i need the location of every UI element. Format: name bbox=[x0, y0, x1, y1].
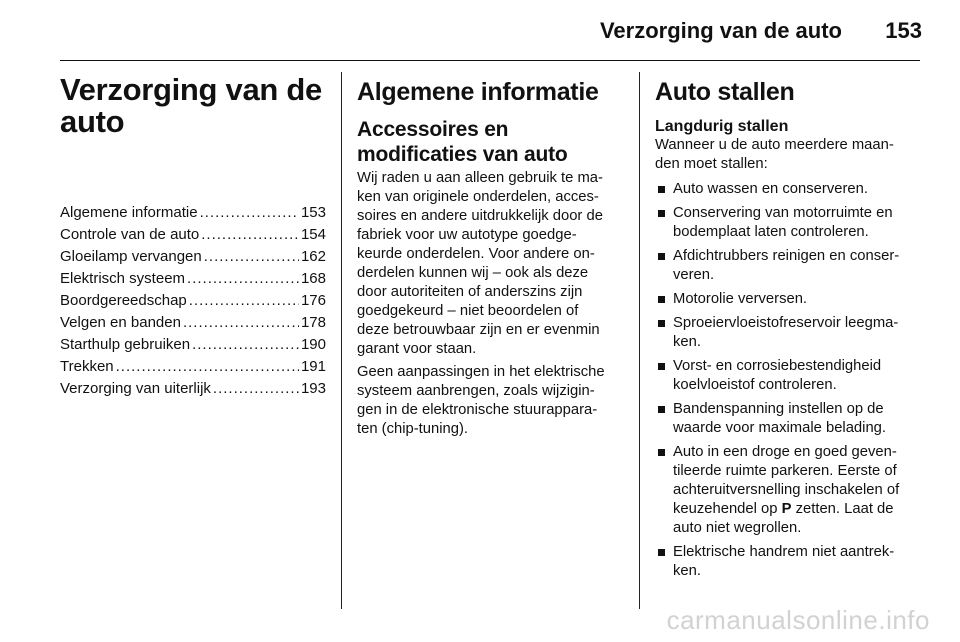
paragraph: Wij raden u aan alleen gebruik te ma- ken van originele onderdelen, acces- soires en andere uitdrukkelijk door de fabriek voor uw autotype goedge- keurde onderdelen. Voor andere on- derdelen kunnen wij – ook als deze door autoriteiten of anderszins zijn goedgekeurd – niet beoordelen of deze betrouwbaar zijn en er evenmin garant voor staan. bbox=[357, 170, 603, 357]
subsection-heading-long-term-storage: Langdurig stallen bbox=[655, 118, 789, 135]
toc-entry-page: 193 bbox=[300, 380, 326, 397]
toc-entry[interactable] bbox=[60, 378, 326, 400]
header-divider bbox=[60, 60, 920, 61]
square-bullet-icon bbox=[658, 253, 665, 260]
square-bullet-icon bbox=[658, 296, 665, 303]
checklist-item-text: Vorst- en corrosiebestendigheid koelvloeistof controleren. bbox=[673, 358, 882, 393]
toc-entry[interactable] bbox=[60, 356, 326, 378]
section-heading-general-info: Algemene informatie bbox=[357, 78, 599, 106]
intro-paragraph: Wanneer u de auto meerdere maan- den moet stallen: bbox=[655, 137, 894, 172]
toc-entry-page: 153 bbox=[300, 204, 326, 221]
table-of-contents bbox=[60, 202, 326, 400]
toc-entry[interactable] bbox=[60, 312, 326, 334]
toc-dot-leader bbox=[200, 202, 299, 224]
square-bullet-icon bbox=[658, 210, 665, 217]
toc-entry-page: 178 bbox=[300, 314, 326, 331]
toc-entry-label: Controle van de auto bbox=[60, 226, 200, 243]
toc-entry-label: Gloeilamp vervangen bbox=[60, 248, 202, 265]
toc-entry-label: Trekken bbox=[60, 358, 114, 375]
toc-dot-leader bbox=[201, 224, 299, 246]
checklist-item bbox=[655, 357, 921, 395]
toc-entry[interactable] bbox=[60, 246, 326, 268]
toc-entry[interactable] bbox=[60, 202, 326, 224]
square-bullet-icon bbox=[658, 406, 665, 413]
toc-dot-leader bbox=[213, 378, 299, 400]
toc-entry[interactable] bbox=[60, 290, 326, 312]
checklist-item-text-continued: zetten. Laat de auto niet wegrollen. bbox=[673, 501, 894, 536]
square-bullet-icon bbox=[658, 320, 665, 327]
gear-selector-position: P bbox=[781, 501, 792, 517]
toc-entry-page: 176 bbox=[300, 292, 326, 309]
toc-dot-leader bbox=[204, 246, 299, 268]
column-divider bbox=[639, 72, 640, 609]
toc-entry-page: 191 bbox=[300, 358, 326, 375]
checklist-item-text: Elektrische handrem niet aantrek- ken. bbox=[673, 544, 895, 579]
checklist-item-text: Bandenspanning instellen op de waarde voor maximale belading. bbox=[673, 401, 887, 436]
checklist-item-text: Auto wassen en conserveren. bbox=[673, 181, 868, 197]
toc-entry-label: Verzorging van uiterlijk bbox=[60, 380, 211, 397]
watermark: carmanualsonline.info bbox=[666, 605, 930, 635]
checklist-item-text: Sproeiervloeistofreservoir leegma- ken. bbox=[673, 315, 899, 350]
storage-checklist bbox=[655, 180, 921, 581]
toc-entry[interactable] bbox=[60, 334, 326, 356]
toc-entry-page: 162 bbox=[300, 248, 326, 265]
square-bullet-icon bbox=[658, 549, 665, 556]
toc-entry-label: Velgen en banden bbox=[60, 314, 181, 331]
checklist-item bbox=[655, 204, 921, 242]
checklist-item-text: Conservering van motorruimte en bodemplaat laten controleren. bbox=[673, 205, 893, 240]
section-heading-storage: Auto stallen bbox=[655, 78, 795, 106]
square-bullet-icon bbox=[658, 363, 665, 370]
checklist-item bbox=[655, 400, 921, 438]
column-divider bbox=[341, 72, 342, 609]
toc-entry-label: Starthulp gebruiken bbox=[60, 336, 191, 353]
toc-entry-page: 168 bbox=[300, 270, 326, 287]
toc-entry[interactable] bbox=[60, 268, 326, 290]
checklist-item bbox=[655, 247, 921, 285]
toc-dot-leader bbox=[187, 268, 299, 290]
checklist-item-text: Auto in een droge en goed geven- tileerde ruimte parkeren. Eerste of achteruitversnelling inschakelen of keuzehendel op bbox=[673, 444, 900, 517]
chapter-title: Verzorging van de auto bbox=[60, 72, 322, 139]
toc-entry[interactable] bbox=[60, 224, 326, 246]
checklist-item-text: Motorolie verversen. bbox=[673, 291, 808, 307]
checklist-item bbox=[655, 443, 921, 538]
checklist-item bbox=[655, 180, 921, 199]
running-header-title: Verzorging van de auto bbox=[599, 18, 842, 43]
checklist-item bbox=[655, 314, 921, 352]
toc-dot-leader bbox=[189, 290, 299, 312]
square-bullet-icon bbox=[658, 449, 665, 456]
toc-entry-label: Boordgereedschap bbox=[60, 292, 187, 309]
toc-dot-leader bbox=[116, 356, 299, 378]
general-info-column bbox=[357, 74, 623, 443]
toc-dot-leader bbox=[183, 312, 299, 334]
toc-entry-page: 190 bbox=[300, 336, 326, 353]
toc-entry-label: Elektrisch systeem bbox=[60, 270, 186, 287]
toc-entry-page: 154 bbox=[300, 226, 326, 243]
subsection-heading-accessories: Accessoires en modificaties van auto bbox=[357, 118, 568, 166]
paragraph: Geen aanpassingen in het elektrische systeem aanbrengen, zoals wijzigin- gen in de elektronische stuurappara- ten (chip-tuning). bbox=[357, 364, 605, 437]
storage-column bbox=[655, 74, 921, 586]
square-bullet-icon bbox=[658, 186, 665, 193]
chapter-column bbox=[60, 74, 326, 400]
checklist-item bbox=[655, 543, 921, 581]
toc-entry-label: Algemene informatie bbox=[60, 204, 198, 221]
checklist-item-text: Afdichtrubbers reinigen en conser- veren. bbox=[673, 248, 900, 283]
page-number: 153 bbox=[885, 18, 922, 43]
checklist-item bbox=[655, 290, 921, 309]
toc-dot-leader bbox=[192, 334, 299, 356]
